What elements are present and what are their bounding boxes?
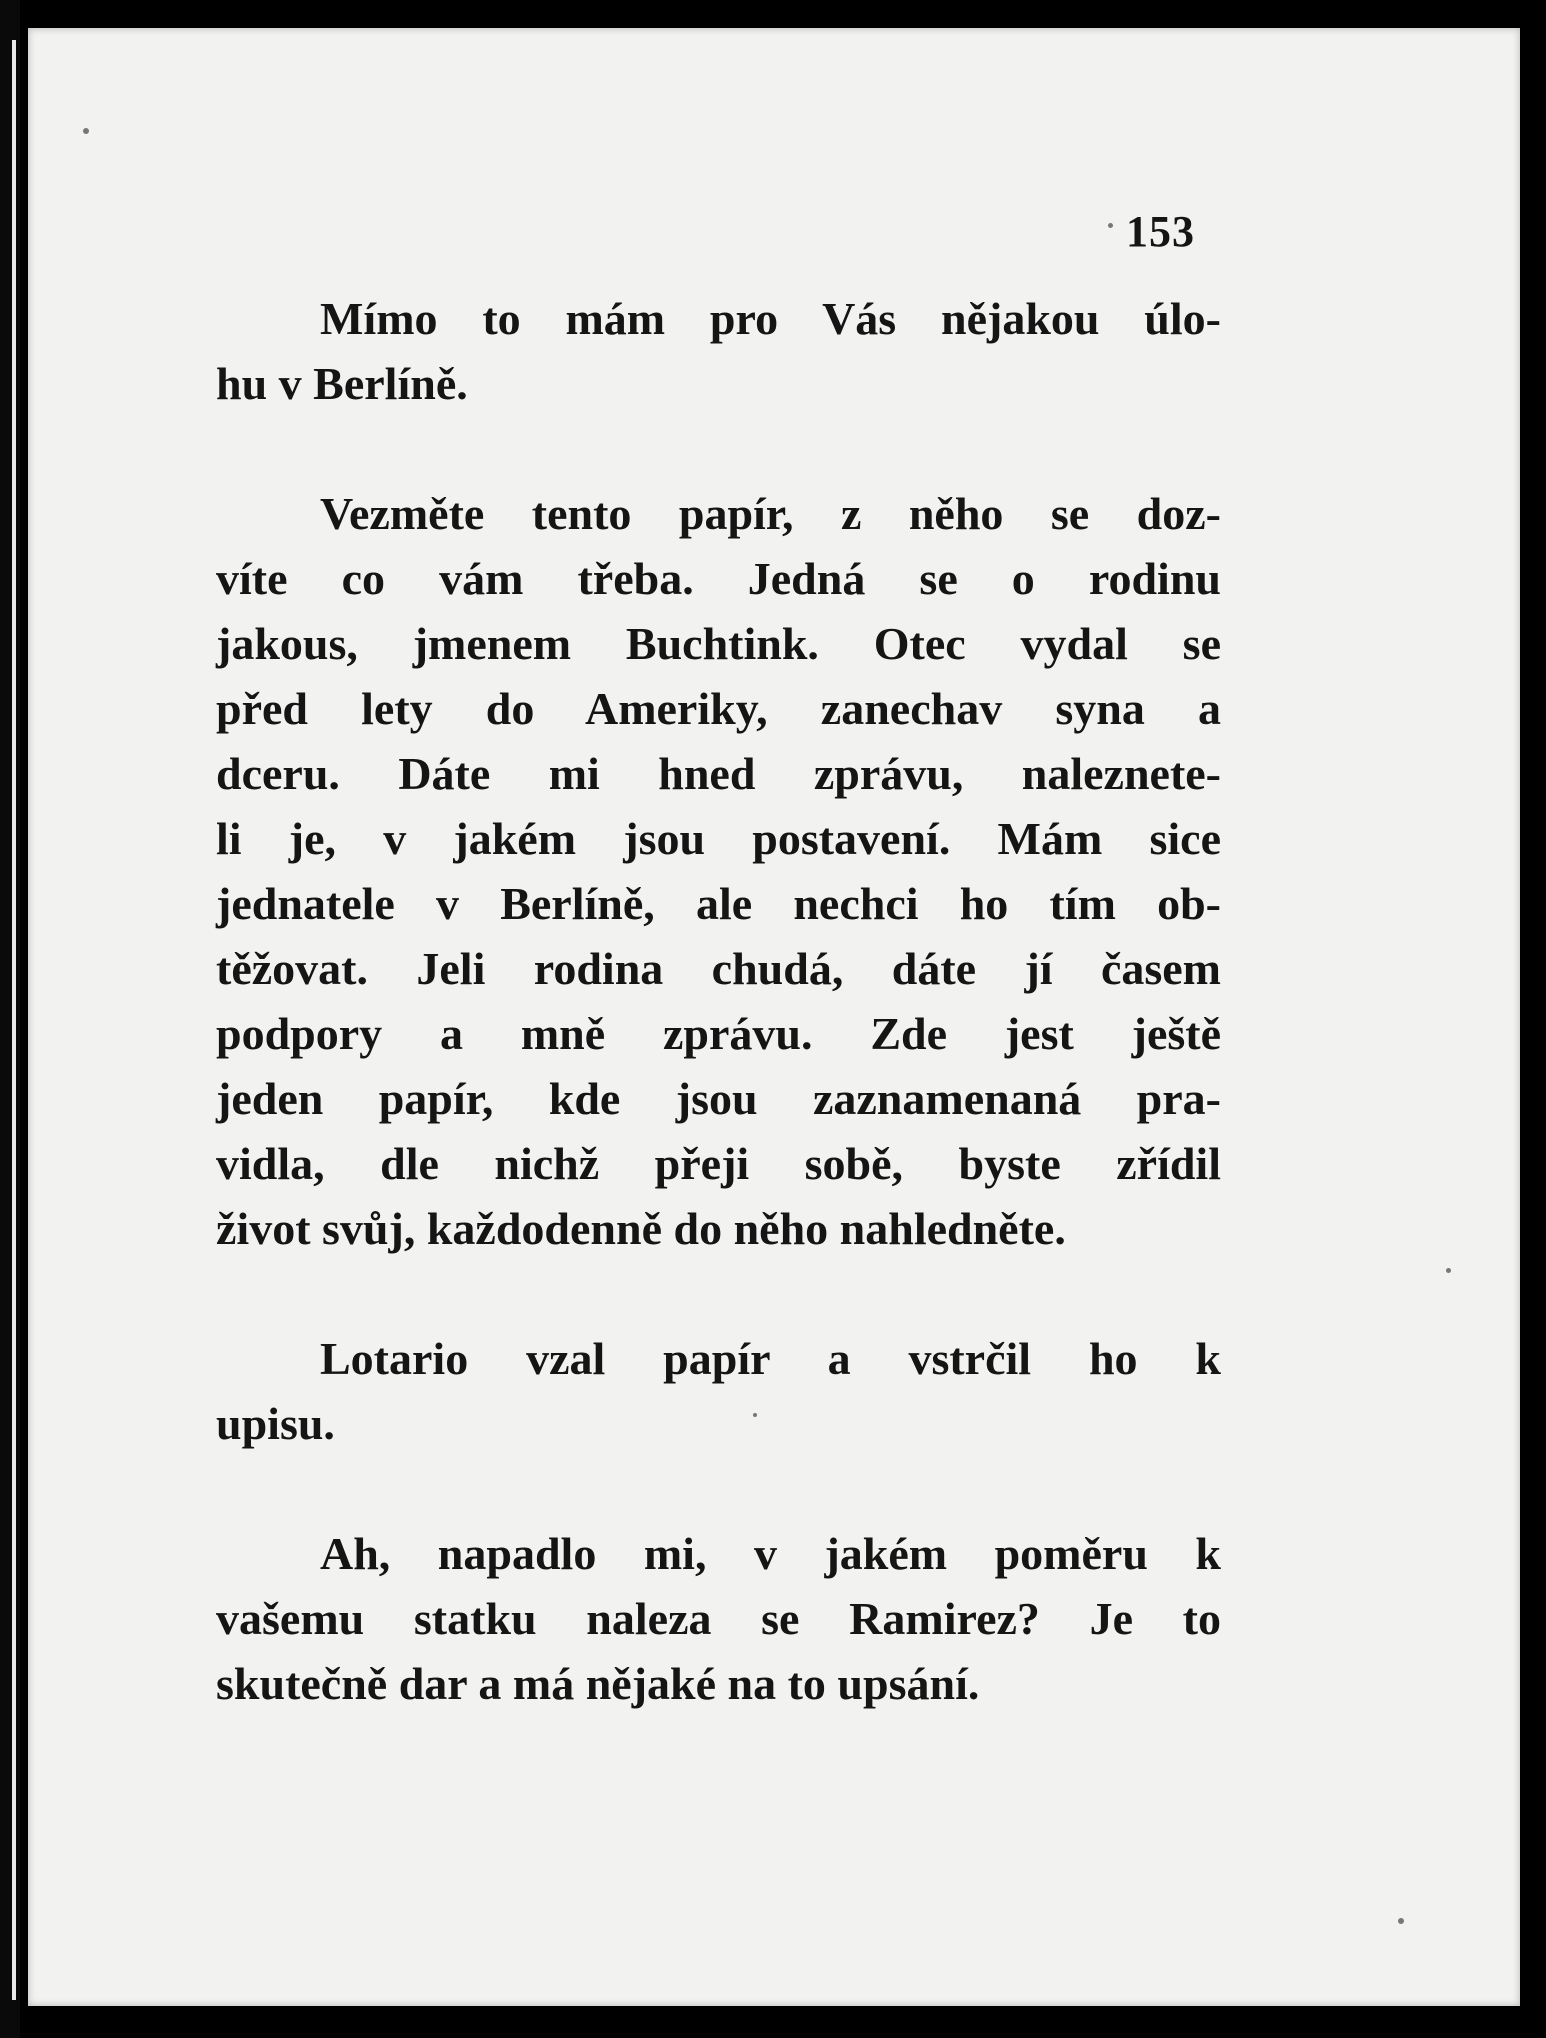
scan-left-edge bbox=[0, 0, 20, 2038]
page-text bbox=[216, 286, 1221, 1781]
text-line: jednatele v Berlíně, ale nechci ho tím ob- bbox=[216, 878, 1221, 929]
scan-speck bbox=[753, 1413, 757, 1417]
scan-speck bbox=[1446, 1268, 1451, 1273]
text-line: před lety do Ameriky, zanechav syna a bbox=[216, 683, 1221, 734]
text-line: li je, v jakém jsou postavení. Mám sice bbox=[216, 813, 1221, 864]
text-line: dceru. Dáte mi hned zprávu, naleznete- bbox=[216, 748, 1221, 799]
scan-speck bbox=[83, 128, 89, 134]
text-line: vidla, dle nichž přeji sobě, byste zřídil bbox=[216, 1138, 1221, 1189]
text-line: víte co vám třeba. Jedná se o rodinu bbox=[216, 553, 1221, 604]
text-line: Mímo to mám pro Vás nějakou úlo- bbox=[320, 293, 1221, 344]
text-line: skutečně dar a má nějaké na to upsání. bbox=[216, 1658, 980, 1709]
paragraph-3 bbox=[216, 1326, 1221, 1456]
book-page bbox=[28, 28, 1520, 2006]
text-line: podpory a mně zprávu. Zde jest ještě bbox=[216, 1008, 1221, 1059]
scan-speck bbox=[1398, 1918, 1404, 1924]
text-line: Ah, napadlo mi, v jakém poměru k bbox=[320, 1528, 1221, 1579]
text-line: upisu. bbox=[216, 1398, 335, 1449]
facing-page-edge bbox=[12, 40, 16, 2000]
paragraph-2 bbox=[216, 481, 1221, 1261]
paragraph-1 bbox=[216, 286, 1221, 416]
text-line: Lotario vzal papír a vstrčil ho k bbox=[320, 1333, 1221, 1384]
text-line: hu v Berlíně. bbox=[216, 358, 468, 409]
text-line: život svůj, každodenně do něho nahledněte. bbox=[216, 1203, 1066, 1254]
text-line: jeden papír, kde jsou zaznamenaná pra- bbox=[216, 1073, 1221, 1124]
text-line: vašemu statku naleza se Ramirez? Je to bbox=[216, 1593, 1221, 1644]
page-number: 153 bbox=[1126, 207, 1195, 256]
text-line: jakous, jmenem Buchtink. Otec vydal se bbox=[216, 618, 1221, 669]
paragraph-4 bbox=[216, 1521, 1221, 1716]
text-line: těžovat. Jeli rodina chudá, dáte jí časem bbox=[216, 943, 1221, 994]
text-line: Vezměte tento papír, z něho se doz- bbox=[320, 488, 1221, 539]
scan-speck bbox=[1108, 223, 1113, 228]
